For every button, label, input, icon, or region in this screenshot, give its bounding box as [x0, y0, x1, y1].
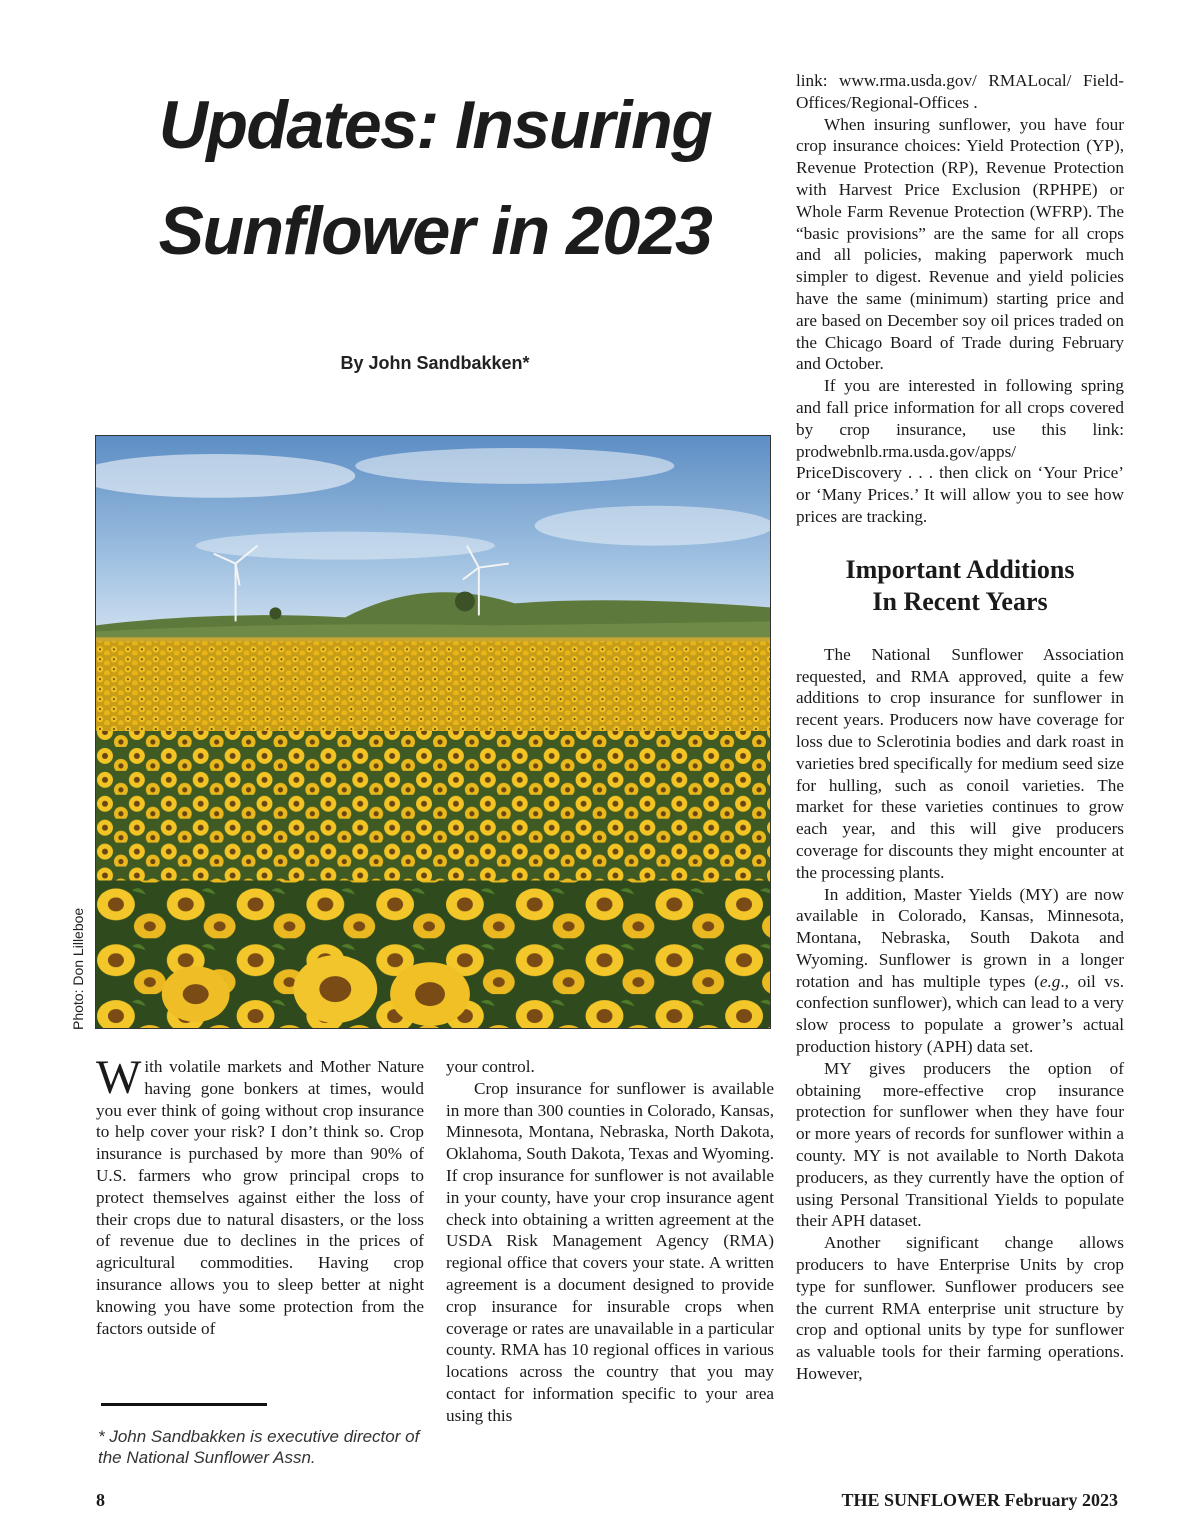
section-heading — [796, 554, 1124, 618]
paragraph: Crop insurance for sunflower is available in more than 300 counties in Colorado, Kansas, Minnesota, Montana, Nebraska, North Dakota, Oklahoma, South Dakota, Texas and Wyoming. If crop insurance for sunflower is not available in your county, have your crop insurance agent check into obtaining a written agreement at the USDA Risk Management Agency (RMA) regional office that covers your state. A written agreement is a document designed to provide crop insurance for insurable crops when coverage or rates are unavailable in a particular county. RMA has 10 regional offices in various locations across the country that you may contact for information specific to your area using this — [446, 1078, 774, 1425]
paragraph: your control. — [446, 1057, 535, 1076]
paragraph: When insuring sunflower, you have four crop insurance choices: Yield Protection (YP), Revenue Protection (RP), Revenue Protection with Harvest Price Exclusion (RPHPE) or Whole Farm Revenue Protection (WFRP). The “basic provisions” are the same for all crops and all policies, making paperwork much simpler to digest. Revenue and yield policies have the same (minimum) starting price and are based on December soy oil prices traded on the Chicago Board of Trade during February and October. — [796, 114, 1124, 374]
italic-text: e.g — [1039, 971, 1061, 991]
publication-footer: THE SUNFLOWER February 2023 — [841, 1490, 1118, 1510]
footnote-rule — [101, 1403, 267, 1406]
paragraph: MY gives producers the option of obtaining more-effective crop insurance protection for sunflower when they have four or more years of records for sunflower within a county. MY is not available to North Dakota producers, as they currently have the option of using Personal Transitional Yields to populate their APH dataset. — [796, 1058, 1124, 1231]
paragraph-text: In addition, Master Yields (MY) are now available in Colorado, Kansas, Minnesota, Montana, Nebraska, South Dakota and Wyoming. Sunflower is grown in a longer rotation and has multiple types ( — [796, 884, 1124, 991]
paragraph: link: www.rma.usda.gov/ RMALocal/ Field-Offices/Regional-Offices . — [796, 71, 1124, 112]
paragraph: If you are interested in following spring and fall price information for all crops covered by crop insurance, use this link: prodwebnlb.rma.usda.gov/apps/ PriceDiscovery . . . then click on ‘Your Price’ or ‘Many Prices.’ It will allow you to see how prices are tracking. — [796, 376, 1124, 526]
drop-cap: W — [96, 1051, 142, 1104]
paragraph: The National Sunflower Association requested, and RMA approved, quite a few additions to crop insurance for sunflower in recent years. Producers now have coverage for loss due to Sclerotinia bodies and dark roast in varieties bred specifically for medium seed size for hulling, such as conoil varieties. The market for these varieties continues to grow each year, and this will give producers coverage for discounts they might encounter at the processing plants. — [796, 644, 1124, 882]
title-line-2: Sunflower in 2023 — [158, 193, 712, 269]
title-line-1: Updates: Insuring — [158, 87, 712, 163]
column-2 — [446, 1056, 774, 1427]
sunflower-field-illustration — [96, 436, 770, 1028]
paragraph — [796, 884, 1124, 1058]
section-heading-line-1: Important Additions — [845, 554, 1075, 584]
column-1 — [96, 1051, 424, 1339]
intro-paragraph — [96, 1051, 424, 1339]
page-number: 8 — [96, 1490, 105, 1510]
column-3 — [796, 70, 1124, 1385]
photo-credit: Photo: Don Lilleboe — [70, 907, 86, 1030]
paragraph: Another significant change allows producers to have Enterprise Units by crop type for sunflower. Sunflower producers see the current RMA enterprise unit structure by crop and optional units by type for sunflower as valuable tools for their farming operations. However, — [796, 1233, 1124, 1384]
byline: By John Sandbakken* — [340, 353, 530, 373]
paragraph-text: ., oil vs. confection sunflower), which can lead to a very slow process to populate a grower’s actual production history (APH) data set. — [796, 971, 1124, 1057]
article-title — [100, 72, 770, 284]
section-heading-line-2: In Recent Years — [872, 586, 1048, 616]
intro-text: ith volatile markets and Mother Nature having gone bonkers at times, would you ever think of going without crop insurance to help cover your risk? I don’t think so. Crop insurance is purchased by more than 90% of U.S. farmers who grow principal crops to protect themselves against either the loss of their crops due to natural disasters, or the loss of revenue due to declines in the prices of agricultural commodities. Having crop insurance allows you to sleep better at night knowing you have some protection from the factors outside of — [96, 1057, 424, 1338]
author-footnote: * John Sandbakken is executive director of the National Sunflower Assn. — [98, 1427, 420, 1467]
sunflower-field-photo — [95, 435, 771, 1029]
